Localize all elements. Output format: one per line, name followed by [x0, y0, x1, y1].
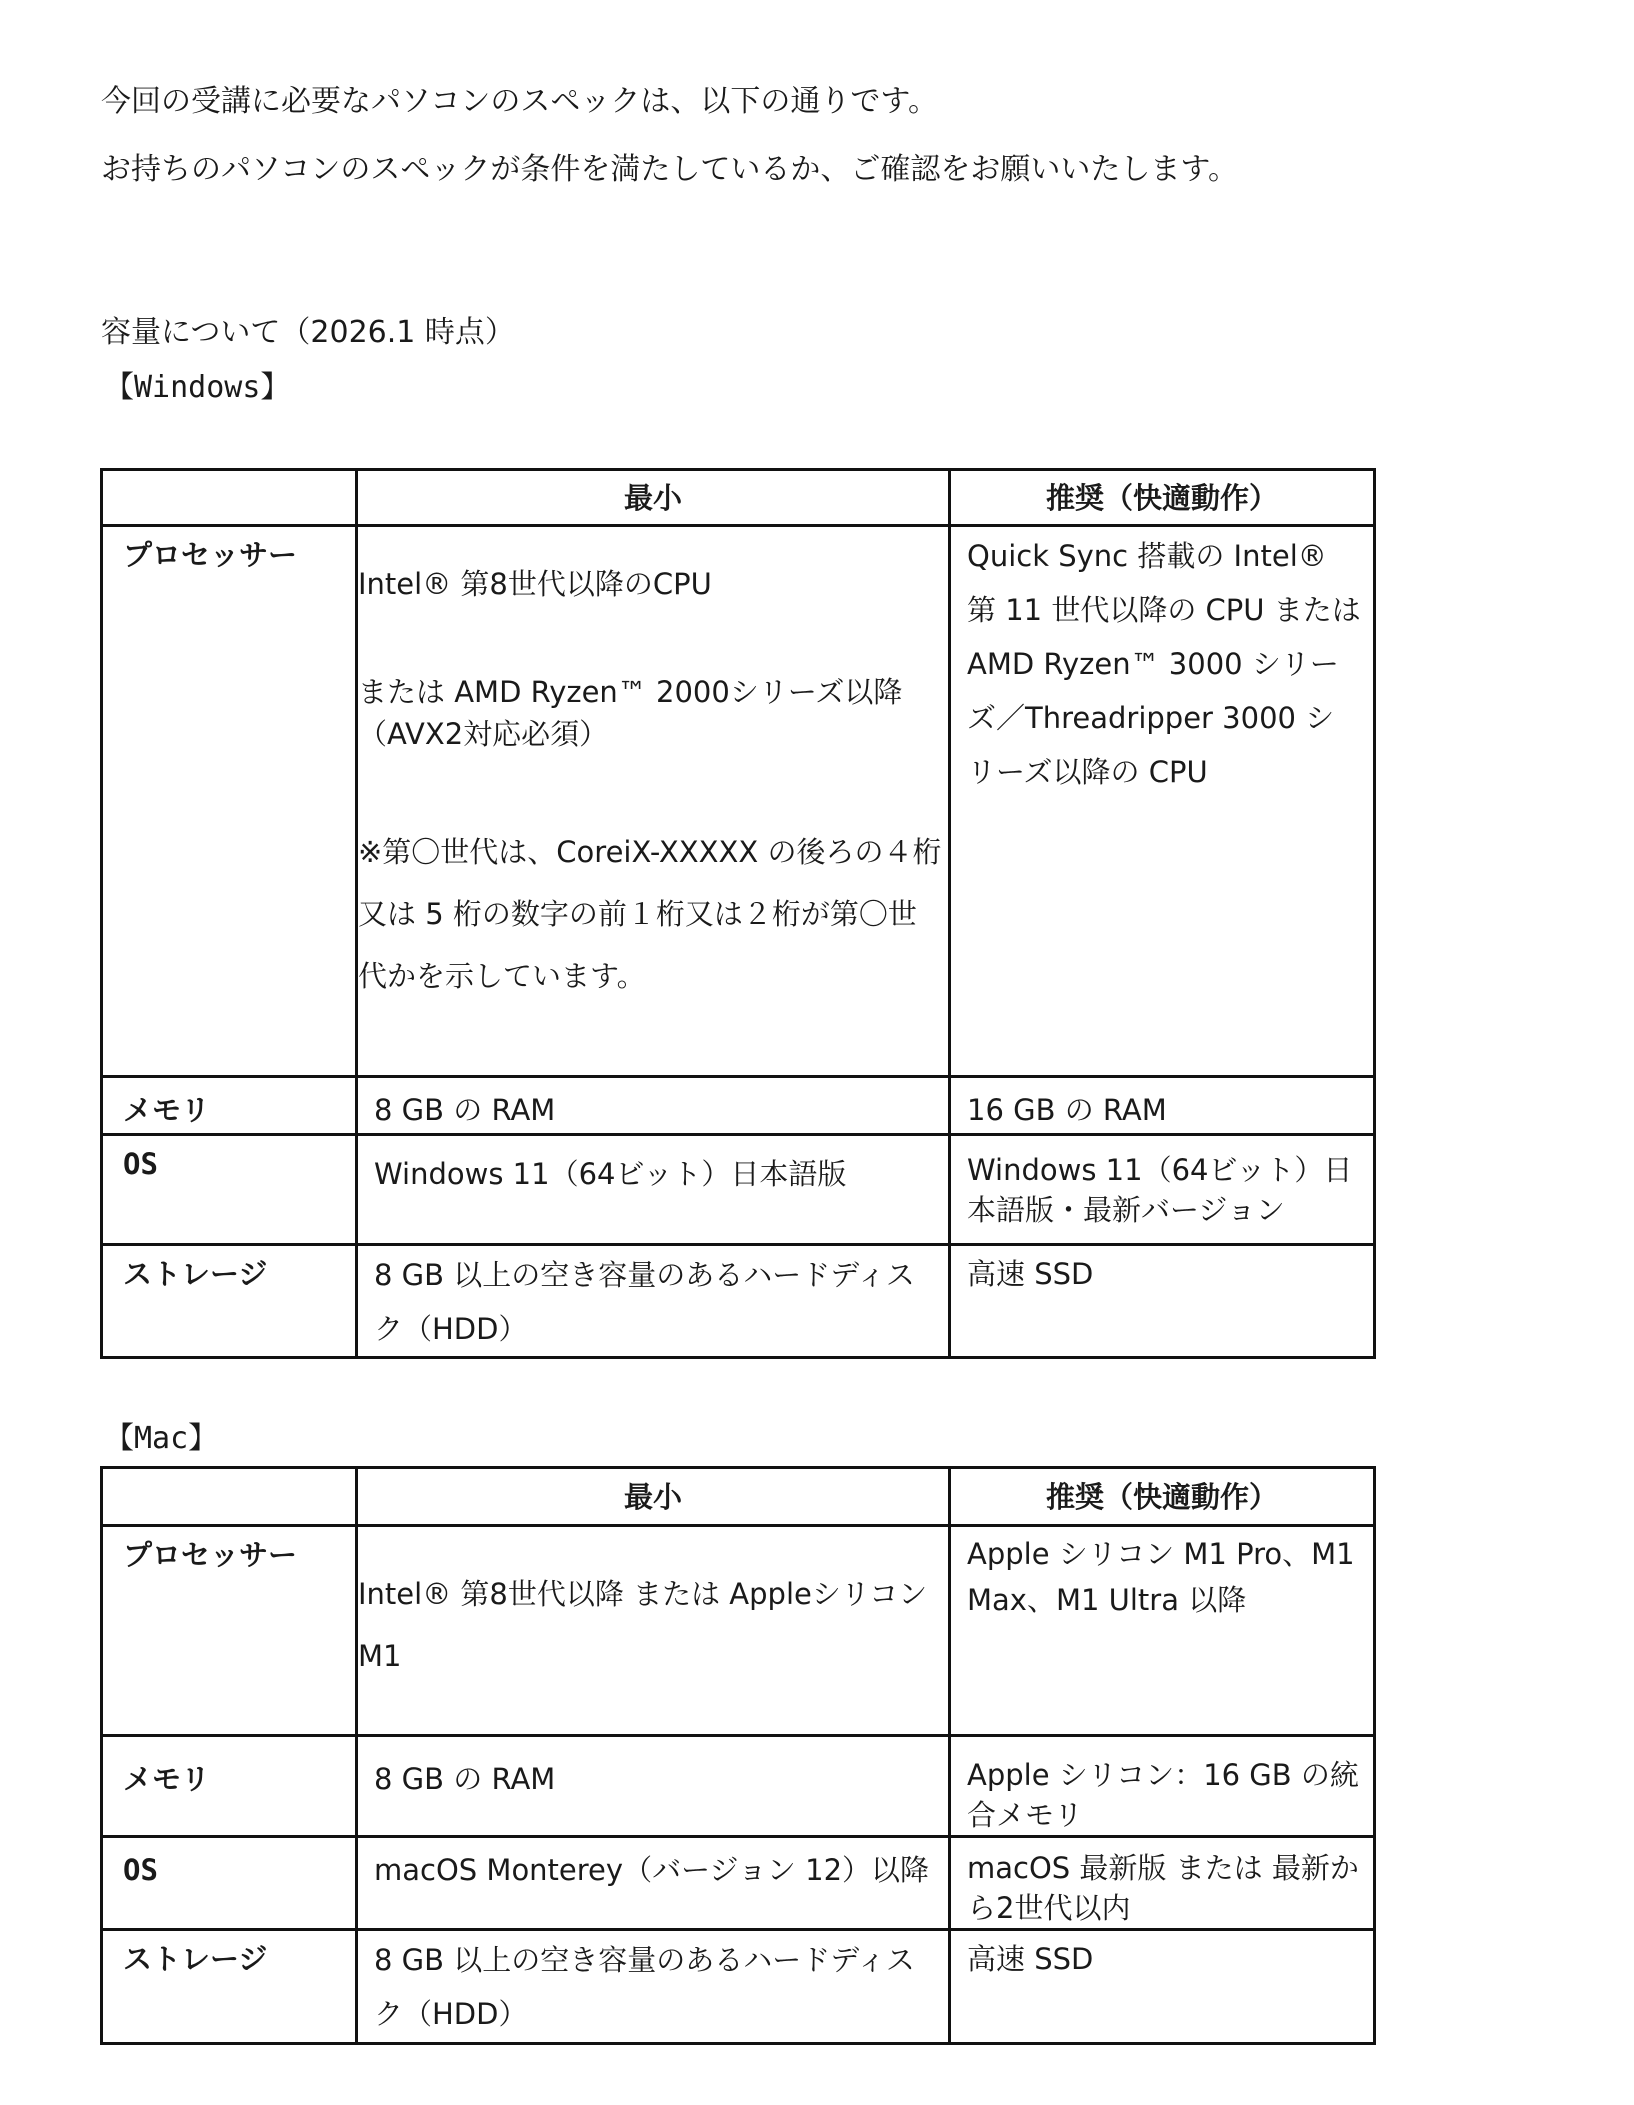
- table-header-row: [102, 470, 1375, 526]
- os-recommended: macOS 最新版 または 最新から2世代以内: [967, 1851, 1359, 1925]
- storage-min: 8 GB 以上の空き容量のあるハードディスク（HDD）: [374, 1258, 915, 1346]
- storage-recommended: 高速 SSD: [967, 1942, 1094, 1976]
- storage-recommended: 高速 SSD: [967, 1257, 1094, 1291]
- windows-heading: 【Windows】: [104, 370, 291, 405]
- header-blank-cell: [102, 470, 357, 526]
- table-row: [102, 1736, 1375, 1837]
- storage-min: 8 GB 以上の空き容量のあるハードディスク（HDD）: [374, 1943, 915, 2031]
- table-header-row: [102, 1468, 1375, 1526]
- table-row: [102, 1930, 1375, 2044]
- processor-min: Intel® 第8世代以降 または Appleシリコン M1: [358, 1577, 928, 1673]
- mac-spec-table: [100, 1466, 1376, 2045]
- row-label-storage: ストレージ: [123, 1257, 268, 1291]
- processor-min-cell: [358, 527, 948, 1007]
- capacity-heading: 容量について（2026.1 時点）: [101, 315, 515, 350]
- mac-heading: 【Mac】: [104, 1421, 219, 1456]
- row-label-memory: メモリ: [123, 1093, 211, 1127]
- os-recommended: Windows 11（64ビット）日本語版・最新バージョン: [967, 1153, 1353, 1227]
- processor-recommended: Apple シリコン M1 Pro、M1 Max、M1 Ultra 以降: [967, 1537, 1355, 1617]
- col-recommended-header: 推奨（快適動作）: [950, 1468, 1375, 1526]
- col-recommended-header: 推奨（快適動作）: [950, 470, 1375, 526]
- row-label-storage: ストレージ: [123, 1942, 268, 1976]
- intro-line-1: 今回の受講に必要なパソコンのスペックは、以下の通りです。: [101, 84, 938, 119]
- memory-recommended: 16 GB の RAM: [967, 1093, 1167, 1127]
- table-row: [102, 1526, 1375, 1736]
- table-row: [102, 526, 1375, 1077]
- processor-min-amd: または AMD Ryzen™ 2000シリーズ以降（AVX2対応必須）: [358, 675, 903, 751]
- row-label-processor: プロセッサー: [123, 1538, 298, 1572]
- table-row: [102, 1135, 1375, 1245]
- row-label-os: OS: [123, 1147, 158, 1181]
- col-min-header: 最小: [357, 470, 950, 526]
- memory-min: 8 GB の RAM: [374, 1093, 556, 1127]
- windows-spec-table: [100, 468, 1376, 1359]
- os-min: Windows 11（64ビット）日本語版: [374, 1157, 847, 1191]
- memory-recommended: Apple シリコン：16 GB の統合メモリ: [967, 1758, 1359, 1832]
- processor-min-note: ※第〇世代は、CoreiX-XXXXX の後ろの４桁又は 5 桁の数字の前１桁又は２桁が第〇世代かを示しています。: [358, 835, 942, 993]
- table-row: [102, 1837, 1375, 1930]
- processor-recommended: Quick Sync 搭載の Intel® 第 11 世代以降の CPU または AMD Ryzen™ 3000 シリーズ／Threadripper 3000 シリーズ以降の CPU: [967, 539, 1361, 789]
- table-row: [102, 1077, 1375, 1135]
- os-min: macOS Monterey（バージョン 12）以降: [374, 1853, 930, 1887]
- col-min-header: 最小: [357, 1468, 950, 1526]
- row-label-processor: プロセッサー: [123, 538, 298, 572]
- table-row: [102, 1245, 1375, 1358]
- memory-min: 8 GB の RAM: [374, 1762, 556, 1796]
- header-blank-cell: [102, 1468, 357, 1526]
- row-label-os: OS: [123, 1853, 158, 1887]
- processor-min-intel: Intel® 第8世代以降のCPU: [358, 567, 712, 601]
- intro-line-2: お持ちのパソコンのスペックが条件を満たしているか、ご確認をお願いいたします。: [101, 152, 1238, 187]
- row-label-memory: メモリ: [123, 1762, 211, 1796]
